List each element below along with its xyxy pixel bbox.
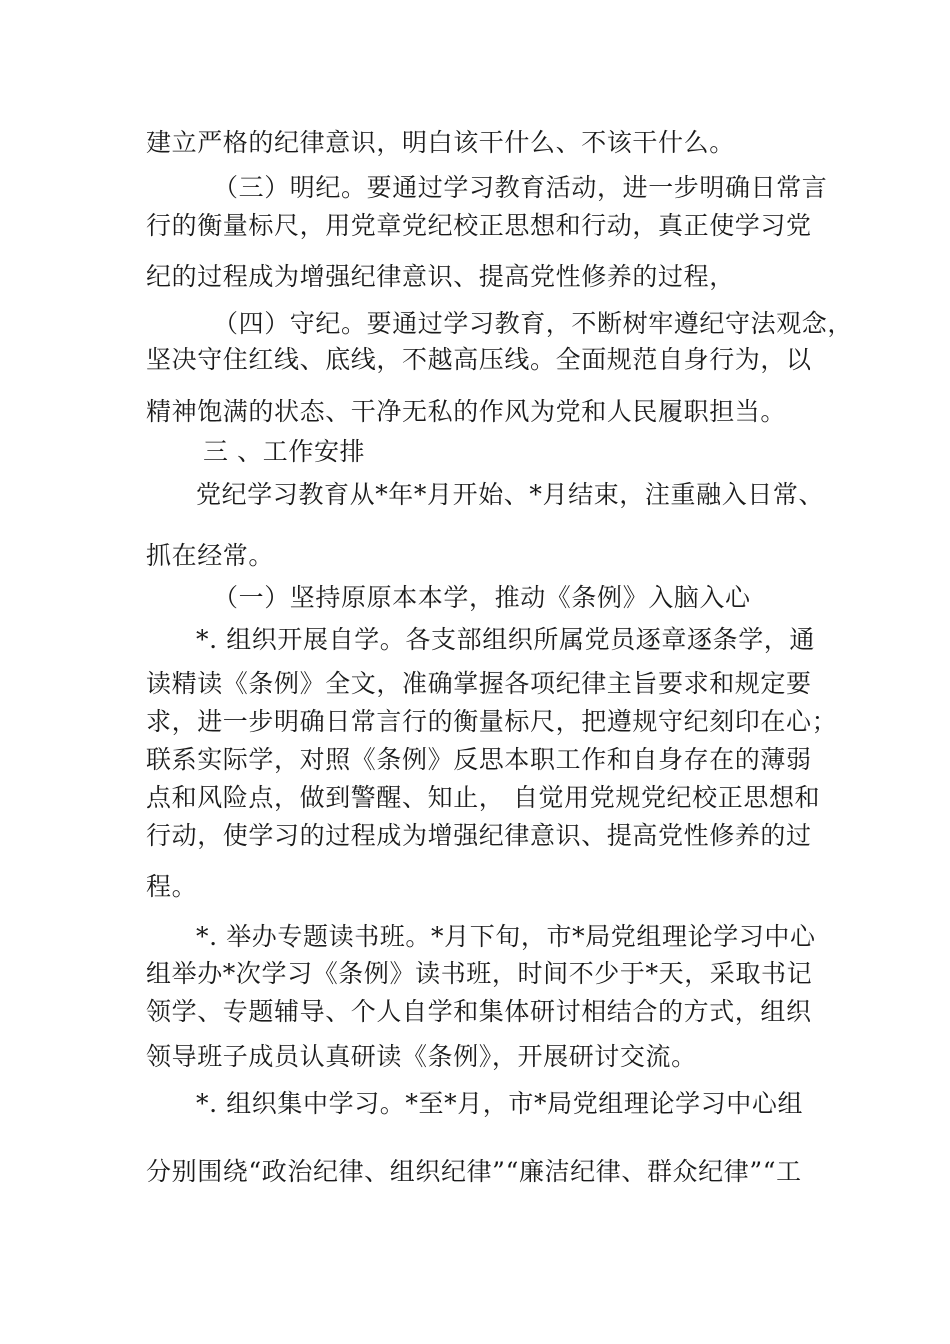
text-line: 党纪学习教育从*年*月开始、*月结束，注重融入日常、 — [196, 480, 825, 509]
text-line: 建立严格的纪律意识，明白该干什么、不该干什么。 — [146, 128, 735, 157]
text-line: 领导班子成员认真研读《条例》，开展研讨交流。 — [146, 1042, 697, 1071]
text-line: 纪的过程成为增强纪律意识、提高党性修养的过程， — [146, 262, 735, 291]
text-line: 点和风险点，做到警醒、知止， 自觉用党规党纪校正思想和 — [146, 783, 821, 812]
section-heading-mingji: （三）明纪。要通过学习教育活动，进一步明确日常言 — [213, 173, 828, 202]
text-line: 联系实际学，对照《条例》反思本职工作和自身存在的薄弱 — [146, 745, 812, 774]
text-line: 精神饱满的状态、干净无私的作风为党和人民履职担当。 — [146, 397, 787, 426]
text-line: 坚决守住红线、底线，不越高压线。全面规范自身行为，以 — [146, 345, 812, 374]
text-line: 程。 — [146, 872, 198, 901]
text-line: 抓在经常。 — [146, 541, 275, 570]
text-line: *. 组织开展自学。各支部组织所属党员逐章逐条学，通 — [196, 625, 815, 654]
text-line: *. 组织集中学习。*至*月，市*局党组理论学习中心组 — [196, 1089, 804, 1118]
subsection-heading: （一）坚持原原本本学，推动《条例》入脑入心 — [213, 583, 751, 612]
text-line: 行的衡量标尺，用党章党纪校正思想和行动，真正使学习党 — [146, 211, 812, 240]
text-line: 组举办*次学习《条例》读书班，时间不少于*天，采取书记 — [146, 959, 813, 988]
text-line: 读精读《条例》全文，准确掌握各项纪律主旨要求和规定要 — [146, 669, 812, 698]
text-line: 求，进一步明确日常言行的衡量标尺，把遵规守纪刻印在心； — [146, 707, 838, 736]
text-line: 行动，使学习的过程成为增强纪律意识、提高党性修养的过 — [146, 821, 812, 850]
section-heading-work-arrangement: 三 、工作安排 — [203, 437, 366, 466]
text-line: *. 举办专题读书班。*月下旬，市*局党组理论学习中心 — [196, 922, 816, 951]
text-line: 分别围绕“政治纪律、组织纪律”“廉洁纪律、群众纪律”“工 — [146, 1157, 802, 1186]
section-heading-shouji: （四）守纪。要通过学习教育，不断树牢遵纪守法观念， — [213, 309, 854, 338]
text-line: 领学、专题辅导、个人自学和集体研讨相结合的方式，组织 — [146, 997, 812, 1026]
